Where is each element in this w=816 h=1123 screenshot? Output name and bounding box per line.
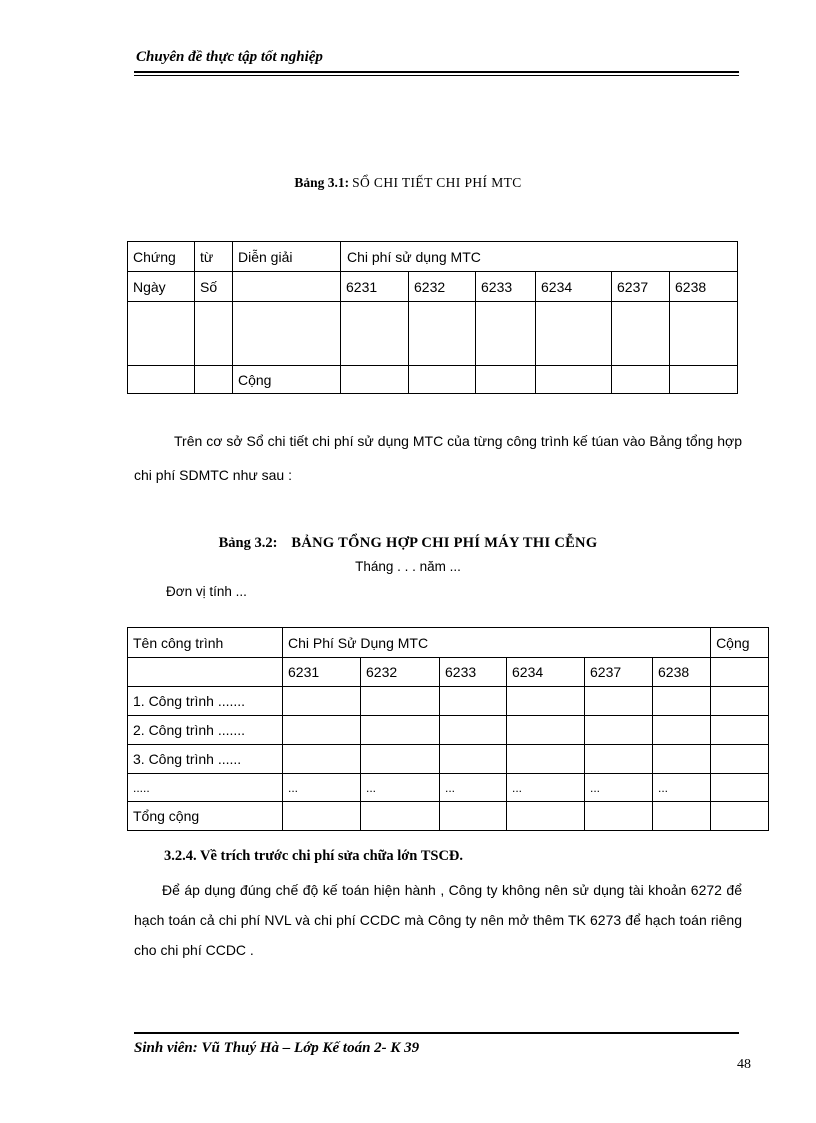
table-cell [195,366,233,394]
section-heading: 3.2.4. Về trích trước chi phí sửa chữa lớn TSCĐ. [164,848,464,864]
table-cell [612,302,670,366]
table-cell [653,687,711,716]
table-cell [670,302,738,366]
table-row [128,745,769,774]
table2-total-label: Tổng cộng [128,802,283,831]
table-cell [585,745,653,774]
table1-header-so: Số [195,272,233,302]
table-cell [283,802,361,831]
table1-header-empty [233,272,341,302]
table-cell [711,774,769,802]
table-cell [233,302,341,366]
table1-header-chungtu: Chứng [128,242,195,272]
table-cell-ellipsis: ... [283,774,361,802]
table-row [128,687,769,716]
table-cell-ellipsis: ... [507,774,585,802]
table-cell-ellipsis: ... [653,774,711,802]
table-cell [711,802,769,831]
table2-subtitle: Tháng . . . năm ... [355,559,461,574]
table2-account-6237: 6237 [585,658,653,687]
table-cell [440,716,507,745]
table-cell [440,745,507,774]
table2-row-label: 3. Công trình ...... [128,745,283,774]
table-cell [653,745,711,774]
table2-unit: Đơn vị tính ... [166,584,247,599]
table-cell [409,302,476,366]
table-cell [283,687,361,716]
table1-account-6238: 6238 [670,272,738,302]
table-cell [409,366,476,394]
table-cell [195,302,233,366]
table-cell [128,366,195,394]
table2-caption-title: BẢNG TỔNG HỢP CHI PHÍ MÁY THI CỄNG [291,535,598,551]
table-cell [361,745,440,774]
table1-header-ngay: Ngày [128,272,195,302]
table-cell [585,716,653,745]
table2-account-6238: 6238 [653,658,711,687]
table-row [128,716,769,745]
table-cell-ellipsis: ... [361,774,440,802]
table2-account-6234: 6234 [507,658,585,687]
table-cell [128,658,283,687]
table-cell [283,716,361,745]
footer-author: Sinh viên: Vũ Thuý Hà – Lớp Kế toán 2- K 39 [134,1040,420,1056]
paragraph-recommendation: Để áp dụng đúng chế độ kế toán hiện hành , Công ty không nên sử dụng tài khoản 6272 để hạch toán cả chi phí NVL và chi phí CCDC mà Công ty nên mở thêm TK 6273 để hạch toán riêng cho chi phí CCDC . [134,882,742,958]
table-cell [341,302,409,366]
table1-header-row-2 [128,272,738,302]
page-number: 48 [737,1057,751,1072]
table-cell [507,802,585,831]
table2-row-ellipsis: ..... [128,774,283,802]
table2-header-chiphi: Chi Phí Sử Dụng MTC [283,628,711,658]
paragraph-intro: Trên cơ sở Sổ chi tiết chi phí sử dụng MTC của từng công trình kế túan vào Bảng tổng hợp chi phí SDMTC như sau : [134,433,742,483]
table-cell [653,802,711,831]
table-cell [128,302,195,366]
table-cell-ellipsis: ... [440,774,507,802]
table-cell [476,302,536,366]
table1-detail-ledger [127,241,738,394]
table2-account-6232: 6232 [361,658,440,687]
table-cell-ellipsis: ... [585,774,653,802]
table2-ellipsis-row [128,774,769,802]
table2-caption-number: Bảng 3.2: [218,535,278,551]
table2-total-row [128,802,769,831]
table-cell [536,302,612,366]
table2-row-label: 2. Công trình ....... [128,716,283,745]
table-cell [711,658,769,687]
table-cell [670,366,738,394]
table-cell [341,366,409,394]
table1-account-6232: 6232 [409,272,476,302]
table-cell [653,716,711,745]
table1-header-tu: từ [195,242,233,272]
table1-caption-title: SỔ CHI TIẾT CHI PHÍ MTC [352,175,522,190]
table-cell [585,687,653,716]
table-cell [440,802,507,831]
table-cell [585,802,653,831]
table1-header-chiphi: Chi phí sử dụng MTC [341,242,738,272]
table-cell [711,687,769,716]
table2-caption [0,535,816,552]
table2-account-6233: 6233 [440,658,507,687]
table-cell [711,745,769,774]
table-cell [507,687,585,716]
header-rule-thick [134,71,739,73]
table1-total-row [128,366,738,394]
table-cell [711,716,769,745]
header-rule-thin [134,75,739,76]
table1-account-6233: 6233 [476,272,536,302]
table2-summary [127,627,769,831]
table-cell [440,687,507,716]
table1-total-label: Cộng [233,366,341,394]
table-cell [283,745,361,774]
table1-caption-number: Bảng 3.1: [294,175,350,190]
table1-account-6231: 6231 [341,272,409,302]
table2-account-6231: 6231 [283,658,361,687]
table2-row-label: 1. Công trình ....... [128,687,283,716]
table2-header-name: Tên công trình [128,628,283,658]
table-cell [536,366,612,394]
table-cell [476,366,536,394]
table1-caption [0,175,816,191]
table1-header-row-1 [128,242,738,272]
table-cell [507,716,585,745]
table1-account-6234: 6234 [536,272,612,302]
table-cell [507,745,585,774]
page-header-title: Chuyên đề thực tập tốt nghiệp [136,49,323,65]
table1-body-row [128,302,738,366]
table1-header-diengiai: Diễn giải [233,242,341,272]
table1-account-6237: 6237 [612,272,670,302]
footer-rule [134,1032,739,1034]
table-cell [361,802,440,831]
table2-header-row-2 [128,658,769,687]
table-cell [612,366,670,394]
table2-header-cong: Cộng [711,628,769,658]
table-cell [361,716,440,745]
table2-header-row-1 [128,628,769,658]
table-cell [361,687,440,716]
